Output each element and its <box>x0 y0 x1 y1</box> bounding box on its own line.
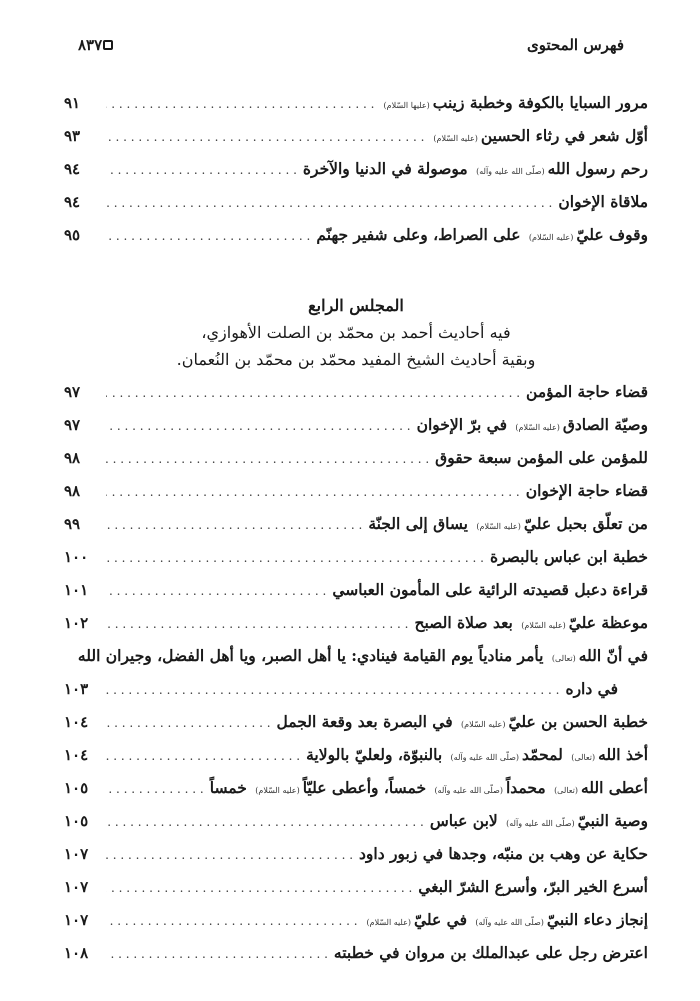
entry-title-rest: على الصراط، وعلى شفير جهنّم <box>316 225 526 244</box>
honorific: (تعالى) <box>554 786 578 795</box>
entry-page: ١٠٢ <box>64 614 89 632</box>
entry-page: ٩٥ <box>64 226 81 244</box>
toc-entry-continuation[interactable] <box>64 672 648 705</box>
entry-title: أخذ الله <box>598 745 648 764</box>
honorific: (عليه السّلام) <box>366 918 411 927</box>
honorific: (عليه السّلام) <box>461 720 506 729</box>
toc-entry[interactable] <box>64 870 648 903</box>
dot-leader <box>106 773 204 806</box>
entry-page: ١٠٤ <box>64 713 89 731</box>
entry-title: أوّل شعر في رثاء الحسين <box>480 126 648 145</box>
honorific: (صلّى الله عليه وآله) <box>475 918 544 927</box>
toc-entry[interactable] <box>64 185 648 218</box>
dot-leader <box>106 476 520 509</box>
toc-entry[interactable] <box>64 218 648 251</box>
entry-title: حكاية عن وهب بن منبّه، وجدها في زبور داود <box>359 844 648 863</box>
toc-list-top <box>64 86 648 251</box>
honorific: (صلّى الله عليه وآله) <box>506 819 575 828</box>
entry-page: ١٠٣ <box>64 680 89 698</box>
dot-leader <box>106 443 429 476</box>
section-title: المجلس الرابع <box>308 296 404 315</box>
dot-leader <box>106 905 358 938</box>
honorific: (صلّى الله عليه وآله) <box>476 167 545 176</box>
section-subtitle-2: وبقية أحاديث الشيخ المفيد محمّد بن محمّد بن النُعمان. <box>176 350 536 369</box>
toc-entry[interactable] <box>64 936 648 969</box>
honorific: (عليه السّلام) <box>476 522 521 531</box>
entry-title-rest: في عليّ <box>413 910 473 929</box>
entry-page: ١٠٧ <box>64 911 89 929</box>
entry-title: ملاقاة الإخوان <box>558 192 648 211</box>
entry-page: ١٠٥ <box>64 779 89 797</box>
entry-title: للمؤمن على المؤمن سبعة حقوق <box>435 448 648 467</box>
honorific: (عليه السّلام) <box>433 134 478 143</box>
dot-leader <box>106 839 353 872</box>
section-heading <box>64 292 648 373</box>
toc-entry[interactable] <box>64 738 648 771</box>
entry-title-rest: خمساً <box>209 778 253 797</box>
entry-title: قضاء حاجة الإخوان <box>525 481 648 500</box>
entry-title: قضاء حاجة المؤمن <box>526 382 648 401</box>
entry-title-rest: يساق إلى الجنّة <box>368 514 474 533</box>
entry-page: ٩٣ <box>64 127 81 145</box>
entry-title: خطبة ابن عباس بالبصرة <box>489 547 648 566</box>
entry-title: أعطى الله <box>580 778 648 797</box>
toc-entry[interactable] <box>64 86 648 119</box>
honorific: (تعالى) <box>571 753 596 762</box>
toc-entry[interactable] <box>64 408 648 441</box>
section-subtitle-1: فيه أحاديث أحمد بن محمّد بن الصلت الأهوازي، <box>201 323 511 342</box>
entry-page: ٩٩ <box>64 515 81 533</box>
entry-page: ٩٧ <box>64 416 81 434</box>
dot-leader <box>106 542 484 575</box>
entry-page: ١٠٧ <box>64 845 89 863</box>
toc-entry[interactable] <box>64 771 648 804</box>
toc-entry[interactable] <box>64 152 648 185</box>
honorific: (تعالى) <box>551 654 576 663</box>
entry-title: موعظة عليّ <box>568 613 648 632</box>
entry-title-continued: في داره <box>565 679 618 698</box>
entry-title-rest: بالنبوّة، ولعليّ بالولاية <box>306 745 448 764</box>
entry-page: ٩٨ <box>64 449 81 467</box>
honorific: (عليه السّلام) <box>528 233 574 242</box>
toc-entry[interactable] <box>64 804 648 837</box>
square-icon <box>103 40 113 50</box>
honorific: (عليها السّلام) <box>383 101 430 110</box>
entry-page: ١٠٨ <box>64 944 89 962</box>
dot-leader <box>106 740 300 773</box>
entry-title: مرور السبايا بالكوفة وخطبة زينب <box>432 93 648 112</box>
toc-entry[interactable] <box>64 540 648 573</box>
entry-page: ٩٧ <box>64 383 81 401</box>
dot-leader <box>106 187 552 220</box>
entry-title: وصيّة الصادق <box>562 415 648 434</box>
entry-title-rest: موصولة في الدنيا والآخرة <box>302 159 474 178</box>
entry-page: ١٠٤ <box>64 746 89 764</box>
entry-page: ١٠٠ <box>64 548 89 566</box>
page-header <box>78 36 624 60</box>
dot-leader <box>106 220 310 253</box>
entry-title-rest: في البصرة بعد وقعة الجمل <box>276 712 459 731</box>
entry-title: إنجاز دعاء النبيّ <box>546 910 648 929</box>
toc-entry[interactable] <box>64 474 648 507</box>
entry-page: ٩٨ <box>64 482 81 500</box>
entry-title: وقوف عليّ <box>576 225 648 244</box>
entry-title: خطبة الحسن بن عليّ <box>508 712 648 731</box>
toc-entry[interactable] <box>64 606 648 639</box>
toc-entry[interactable] <box>64 119 648 152</box>
toc-entry[interactable] <box>64 375 648 408</box>
dot-leader <box>106 377 520 410</box>
dot-leader <box>106 88 375 121</box>
honorific: (عليه السّلام) <box>255 786 300 795</box>
honorific: (صلّى الله عليه وآله) <box>434 786 503 795</box>
entry-page: ٩٤ <box>64 193 81 211</box>
honorific: (صلّى الله عليه وآله) <box>450 753 520 762</box>
entry-title: قراءة دعبل قصيدته الرائية على المأمون العباسي <box>332 580 648 599</box>
entry-page: ٩١ <box>64 94 81 112</box>
dot-leader <box>106 121 424 154</box>
toc-entry[interactable] <box>64 507 648 540</box>
toc-entry[interactable] <box>64 441 648 474</box>
entry-title: اعترض رجل على عبدالملك بن مروان في خطبته <box>333 943 648 962</box>
dot-leader <box>106 608 408 641</box>
entry-title: أسرع الخير البرّ، وأسرع الشرّ البغي <box>418 877 648 896</box>
toc-list-section <box>64 375 648 969</box>
entry-title-rest: لابن عباس <box>429 811 504 830</box>
entry-title: من تعلّق بحبل عليّ <box>523 514 648 533</box>
toc-entry-long[interactable] <box>64 639 648 672</box>
dot-leader <box>106 509 362 542</box>
entry-title: في أنّ الله <box>578 646 648 665</box>
dot-leader <box>106 707 271 740</box>
dot-leader <box>106 575 326 608</box>
entry-title-rest: بعد صلاة الصبح <box>414 613 519 632</box>
toc-entry[interactable] <box>64 837 648 870</box>
entry-title: رحم رسول الله <box>547 159 648 178</box>
page-number: ٨٣٧ <box>78 36 103 54</box>
dot-leader <box>106 806 424 839</box>
dot-leader <box>106 872 412 905</box>
dot-leader <box>106 938 328 971</box>
dot-leader <box>106 674 559 707</box>
dot-leader <box>106 410 411 443</box>
entry-title-rest: محمداً <box>505 778 552 797</box>
entry-title-rest: خمساً، وأعطى عليّاً <box>302 778 432 797</box>
entry-title-rest: لمحمّد <box>522 745 569 764</box>
entry-page: ١٠٥ <box>64 812 89 830</box>
entry-title-rest: يأمر منادياً يوم القيامة فينادي: يا أهل الصبر، ويا أهل الفضل، وجيران الله <box>77 646 549 665</box>
entry-title: وصية النبيّ <box>577 811 648 830</box>
toc-entry[interactable] <box>64 903 648 936</box>
entry-title-rest: في برّ الإخوان <box>416 415 513 434</box>
entry-page: ١٠٧ <box>64 878 89 896</box>
honorific: (عليه السّلام) <box>515 423 560 432</box>
dot-leader <box>106 154 297 187</box>
honorific: (عليه السّلام) <box>521 621 566 630</box>
running-title: فهرس المحتوى <box>526 36 624 54</box>
toc-entry[interactable] <box>64 705 648 738</box>
entry-page: ١٠١ <box>64 581 89 599</box>
entry-page: ٩٤ <box>64 160 81 178</box>
toc-entry[interactable] <box>64 573 648 606</box>
page-number-block <box>78 36 113 54</box>
